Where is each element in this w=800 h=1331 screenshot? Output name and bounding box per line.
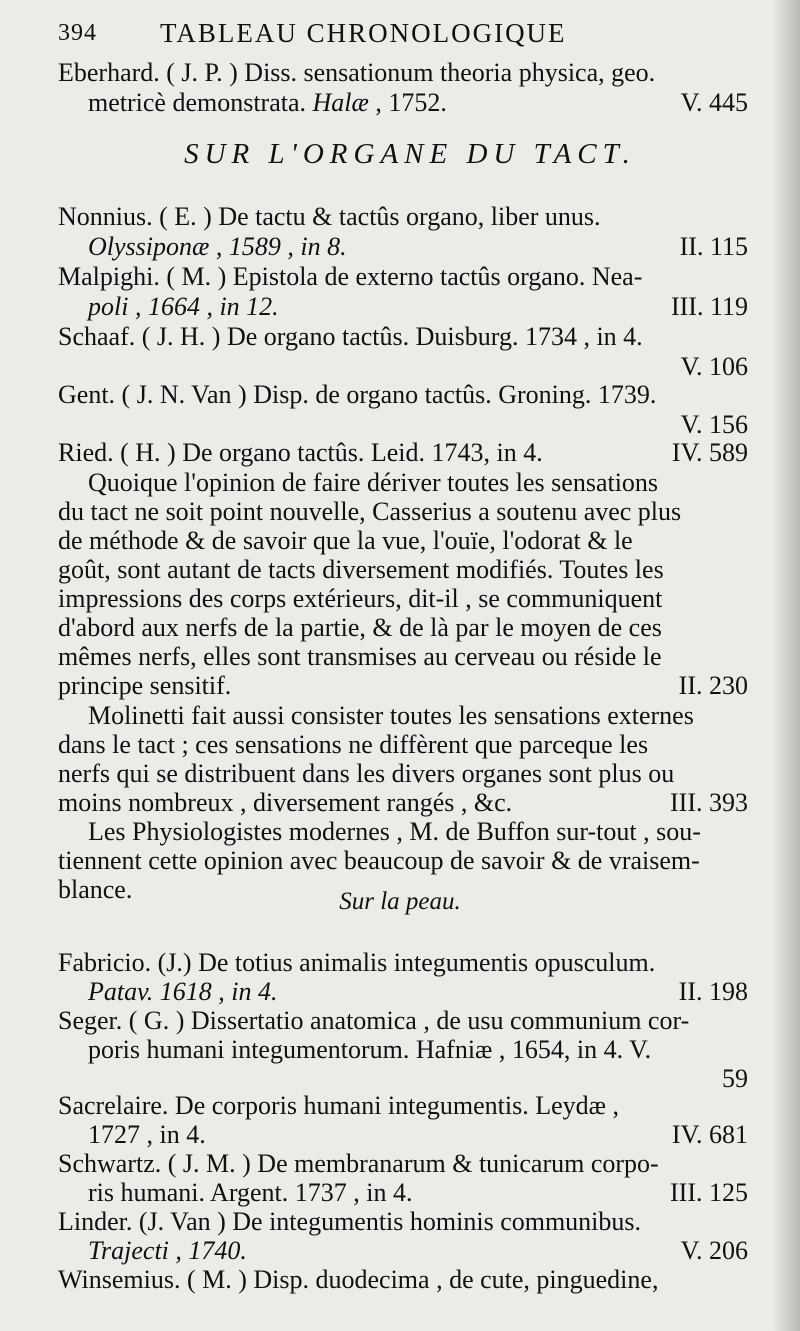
bib-entry: Ried. ( H. ) De organo tactûs. Leid. 1743, in 4. IV. 589 (58, 438, 748, 467)
volume-ref: 59 (722, 1064, 748, 1093)
para-line: du tact ne soit point nouvelle, Casserius a soutenu avec plus (58, 497, 682, 526)
para-line: moins nombreux , diversement rangés , &c. III. 393 (58, 788, 748, 817)
para-line: blance. (58, 875, 133, 904)
entry-line: Eberhard. ( J. P. ) Diss. sensationum theoria physica, geo. (58, 58, 656, 87)
bib-entry: Seger. ( G. ) Dissertatio anatomica , de usu communium cor- (58, 1006, 690, 1035)
bib-entry: Schaaf. ( J. H. ) De organo tactûs. Duisburg. 1734 , in 4. (58, 322, 643, 351)
bib-entry: Nonnius. ( E. ) De tactu & tactûs organo, liber unus. (58, 202, 601, 231)
volume-ref: V. 445 (680, 88, 748, 117)
bib-entry-cont: Patav. 1618 , in 4. II. 198 (88, 977, 748, 1006)
para-line: tiennent cette opinion avec beaucoup de savoir & de vraisem- (58, 846, 700, 875)
para-line: mêmes nerfs, elles sont transmises au cerveau ou réside le (58, 642, 662, 671)
bib-entry-cont: Trajecti , 1740. V. 206 (88, 1236, 748, 1265)
bib-entry-cont: ris humani. Argent. 1737 , in 4. III. 125 (88, 1178, 748, 1207)
bib-entry-cont: Olyssiponæ , 1589 , in 8. II. 115 (88, 232, 748, 261)
para-line: Les Physiologistes modernes , M. de Buffon sur-tout , sou- (88, 817, 701, 846)
bib-entry: Sacrelaire. De corporis humani integumentis. Leydæ , (58, 1091, 620, 1120)
volume-ref: III. 119 (670, 292, 748, 321)
para-line: goût, sont autant de tacts diversement modifiés. Toutes les (58, 555, 664, 584)
volume-ref: III. 393 (670, 788, 748, 817)
volume-ref: III. 125 (670, 1178, 748, 1207)
para-line: d'abord aux nerfs de la partie, & de là par le moyen de ces (58, 613, 662, 642)
running-head (58, 18, 658, 54)
volume-ref: II. 115 (679, 232, 748, 261)
para-line: nerfs qui se distribuent dans les divers organes sont plus ou (58, 759, 675, 788)
running-title: TABLEAU CHRONOLOGIQUE (160, 18, 567, 48)
bib-entry-cont: 1727 , in 4. IV. 681 (88, 1120, 748, 1149)
para-line: dans le tact ; ces sensations ne diffèrent que parceque les (58, 730, 649, 759)
volume-ref: IV. 681 (671, 1120, 748, 1149)
para-line: Quoique l'opinion de faire dériver toutes les sensations (88, 468, 659, 497)
volume-ref: V. 206 (680, 1236, 748, 1265)
page-edge-shadow (772, 0, 800, 1331)
volume-ref: II. 230 (678, 671, 748, 700)
bib-entry-cont: poris humani integumentorum. Hafniæ , 1654, in 4. V. (88, 1035, 652, 1064)
bib-entry: Fabricio. (J.) De totius animalis integumentis opusculum. (58, 948, 656, 977)
volume-ref: V. 156 (680, 410, 748, 439)
page-number: 394 (58, 20, 97, 46)
volume-ref: II. 198 (678, 977, 748, 1006)
para-line: impressions des corps extérieurs, dit-il , se communiquent (58, 584, 663, 613)
volume-ref: IV. 589 (671, 438, 748, 467)
bib-entry: Gent. ( J. N. Van ) Disp. de organo tactûs. Groning. 1739. (58, 380, 657, 409)
subsection-title: Sur la peau. (339, 888, 461, 915)
para-line: Molinetti fait aussi consister toutes les sensations externes (88, 701, 694, 730)
section-title: SUR L'ORGANE DU TACT. (184, 138, 636, 170)
bib-entry: Malpighi. ( M. ) Epistola de externo tactûs organo. Nea- (58, 262, 643, 291)
entry-line: metricè demonstrata. Halæ , 1752. V. 445 (88, 88, 748, 117)
bib-entry: Schwartz. ( J. M. ) De membranarum & tunicarum corpo- (58, 1149, 659, 1178)
bib-entry: Winsemius. ( M. ) Disp. duodecima , de cute, pinguedine, (58, 1265, 659, 1294)
para-line: principe sensitif. II. 230 (58, 671, 748, 700)
para-line: de méthode & de savoir que la vue, l'ouïe, l'odorat & le (58, 526, 633, 555)
bib-entry: Linder. (J. Van ) De integumentis hominis communibus. (58, 1207, 642, 1236)
bib-entry-cont: poli , 1664 , in 12. III. 119 (88, 292, 748, 321)
volume-ref: V. 106 (680, 352, 748, 381)
